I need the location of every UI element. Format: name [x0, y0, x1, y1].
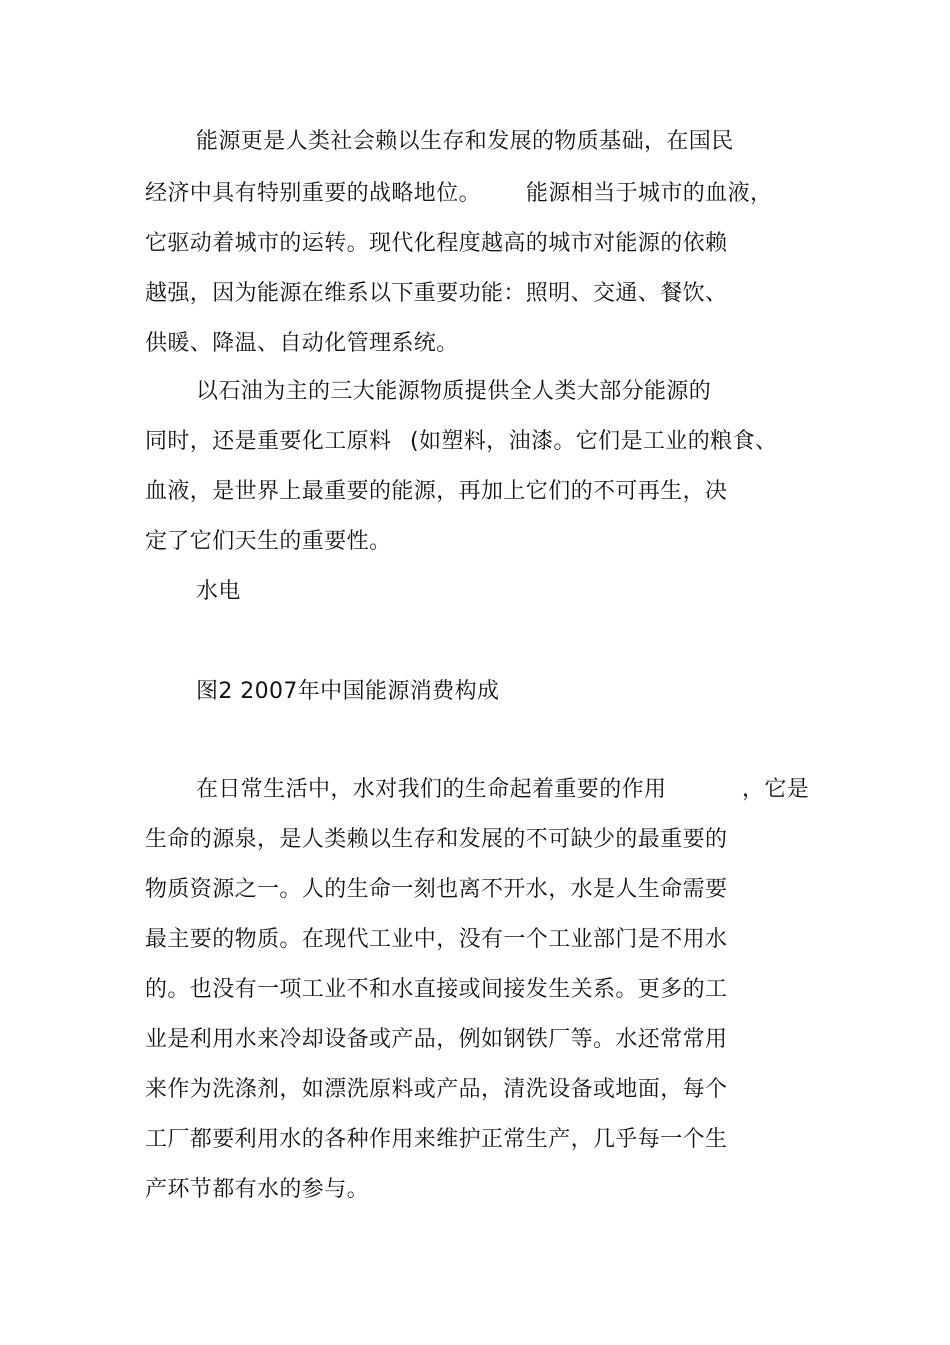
text-line: 在日常生活中，水对我们的生命起着重要的作用: [196, 777, 667, 802]
text-line: 以石油为主的三大能源物质提供全人类大部分能源的: [196, 379, 712, 404]
text-line: 工厂都要利用水的各种作用来维护正常生产，几乎每一个生: [145, 1127, 728, 1152]
text-line: ，它是: [742, 777, 810, 802]
text-line: 产环节都有水的参与。: [145, 1177, 370, 1202]
text-line: 血液，是世界上最重要的能源，再加上它们的不可再生，决: [145, 479, 728, 504]
text-line: 能源更是人类社会赖以生存和发展的物质基础，在国民: [196, 129, 734, 154]
text-line: 的。也没有一项工业不和水直接或间接发生关系。更多的工: [145, 977, 728, 1002]
figure-caption: 图2 2007年中国能源消费构成: [196, 679, 500, 704]
text-line: 越强，因为能源在维系以下重要功能：照明、交通、餐饮、: [145, 281, 728, 306]
text-line: 生命的源泉，是人类赖以生存和发展的不可缺少的最重要的: [145, 827, 728, 852]
text-line: 定了它们天生的重要性。: [145, 529, 392, 554]
text-line: 物质资源之一。人的生命一刻也离不开水，水是人生命需要: [145, 877, 728, 902]
text-line: 能源相当于城市的血液，: [526, 181, 773, 206]
text-line: 来作为洗涤剂，如漂洗原料或产品，清洗设备或地面，每个: [145, 1077, 728, 1102]
text-line: 最主要的物质。在现代工业中，没有一个工业部门是不用水: [145, 927, 728, 952]
text-line: 供暖、降温、自动化管理系统。: [145, 331, 459, 356]
text-line: 同时，还是重要化工原料: [145, 429, 392, 454]
section-heading-hydro: 水电: [196, 579, 241, 604]
text-line: 经济中具有特别重要的战略地位。: [145, 181, 482, 206]
text-line: 业是利用水来冷却设备或产品，例如钢铁厂等。水还常常用: [145, 1027, 728, 1052]
text-line: 它驱动着城市的运转。现代化程度越高的城市对能源的依赖: [145, 231, 728, 256]
text-line: (如塑料，油漆。它们是工业的粮食、: [410, 429, 778, 454]
